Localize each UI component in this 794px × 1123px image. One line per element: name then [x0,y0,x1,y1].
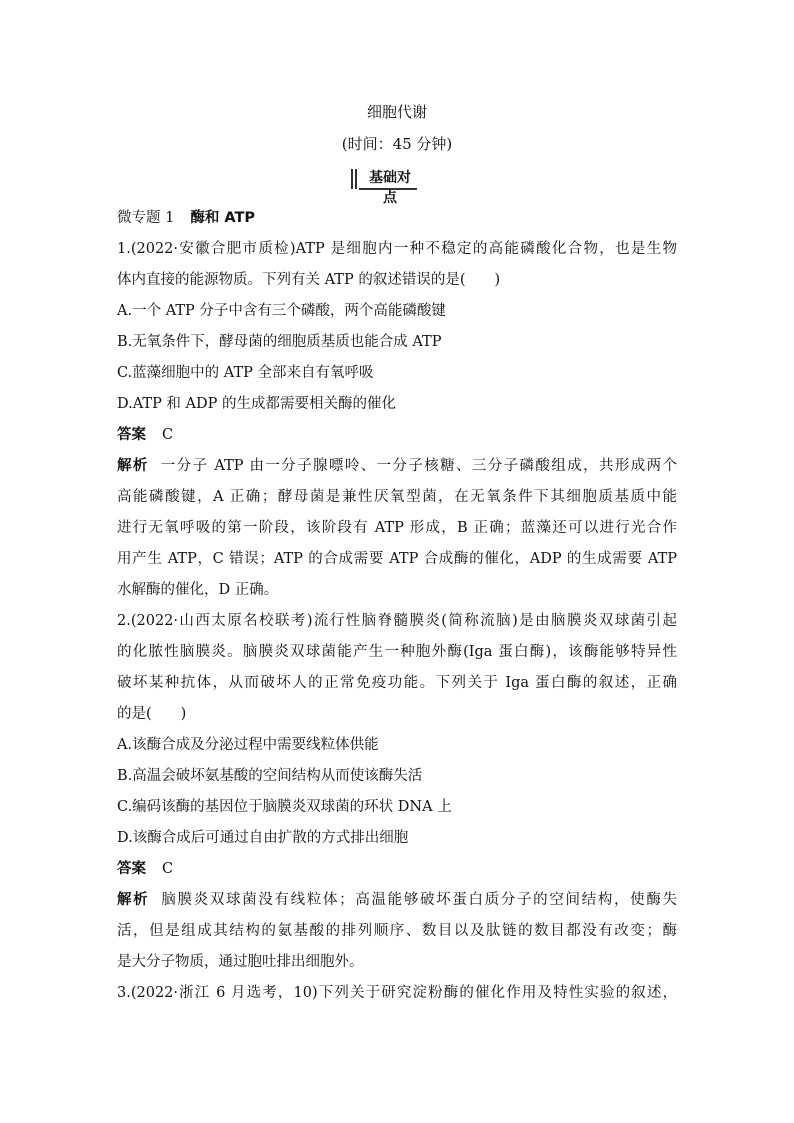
section-heading-label: 基础对点 [369,170,411,206]
question-2-analysis: 活，但是组成其结构的氨基酸的排列顺序、数目以及肽链的数目都没有改变；酶 [117,923,677,939]
question-2-option-a: A.该酶合成及分泌过程中需要线粒体供能 [117,737,379,753]
question-1-analysis [117,451,677,482]
answer-label: 答案 [117,861,146,877]
question-1-option-c: C.蓝藻细胞中的 ATP 全部来自有氧呼吸 [117,365,374,381]
question-2-stem: 破坏某种抗体，从而破坏人的正常免疫功能。下列关于 Iga 蛋白酶的叙述，正确 [117,675,677,691]
section-marker-bar [355,169,357,189]
question-1-answer [117,420,677,451]
question-2-answer [117,854,677,885]
question-2-analysis [117,885,677,916]
question-2-option-b: B.高温会破坏氨基酸的空间结构从而使该酶失活 [117,768,423,784]
answer-value: C [162,427,174,443]
analysis-text: 脑膜炎双球菌没有线粒体；高温能够破坏蛋白质分子的空间结构，使酶失 [161,892,678,908]
question-1-option-a: A.一个 ATP 分子中含有三个磷酸，两个高能磷酸键 [117,303,446,319]
question-1-analysis: 水解酶的催化，D 正确。 [117,582,279,598]
topic-heading [117,203,677,234]
answer-label: 答案 [117,427,146,443]
topic-name: 酶和 ATP [190,210,256,226]
question-1-stem: 体内直接的能源物质。下列有关 ATP 的叙述错误的是( ) [117,272,501,288]
topic-number: 微专题 1 [117,210,175,226]
question-2-stem: 的化脓性脑膜炎。脑膜炎双球菌能产生一种胞外酶(Iga 蛋白酶)，该酶能够特异性 [117,644,677,660]
question-1-option-b: B.无氧条件下，酵母菌的细胞质基质也能合成 ATP [117,334,442,350]
analysis-label: 解析 [117,892,150,908]
question-1-analysis: 高能磷酸键，A 正确；酵母菌是兼性厌氧型菌，在无氧条件下其细胞质基质中能 [117,489,677,505]
analysis-label: 解析 [117,458,149,474]
time-limit: (时间：45 分钟) [341,135,453,153]
question-2-option-d: D.该酶合成后可通过自由扩散的方式排出细胞 [117,830,409,846]
question-1-option-d: D.ATP 和 ADP 的生成都需要相关酶的催化 [117,396,397,412]
document-title: 细胞代谢 [366,103,427,121]
analysis-text: 一分子 ATP 由一分子腺嘌呤、一分子核糖、三分子磷酸组成，共形成两个 [160,458,678,474]
question-2-option-c: C.编码该酶的基因位于脑膜炎双球菌的环状 DNA 上 [117,799,452,815]
question-1-analysis: 进行无氧呼吸的第一阶段，该阶段有 ATP 形成，B 正确；蓝藻还可以进行光合作 [117,520,677,536]
section-marker-bar [351,169,353,189]
question-1-stem: 1.(2022·安徽合肥市质检)ATP 是细胞内一种不稳定的高能磷酸化合物，也是生物 [117,241,677,257]
question-2-stem: 的是( ) [117,706,187,722]
document-body [117,203,677,1009]
question-1-analysis: 用产生 ATP，C 错误；ATP 的合成需要 ATP 合成酶的催化，ADP 的生成需要 ATP [117,551,677,567]
question-2-stem: 2.(2022·山西太原名校联考)流行性脑脊髓膜炎(简称流脑)是由脑膜炎双球菌引起 [117,613,677,629]
answer-value: C [162,861,174,877]
section-heading [351,168,417,206]
question-3-stem: 3.(2022·浙江 6 月选考，10)下列关于研究淀粉酶的催化作用及特性实验的叙述， [117,985,677,1001]
question-2-analysis: 是大分子物质，通过胞吐排出细胞外。 [117,954,364,970]
section-heading-underline [359,188,417,190]
